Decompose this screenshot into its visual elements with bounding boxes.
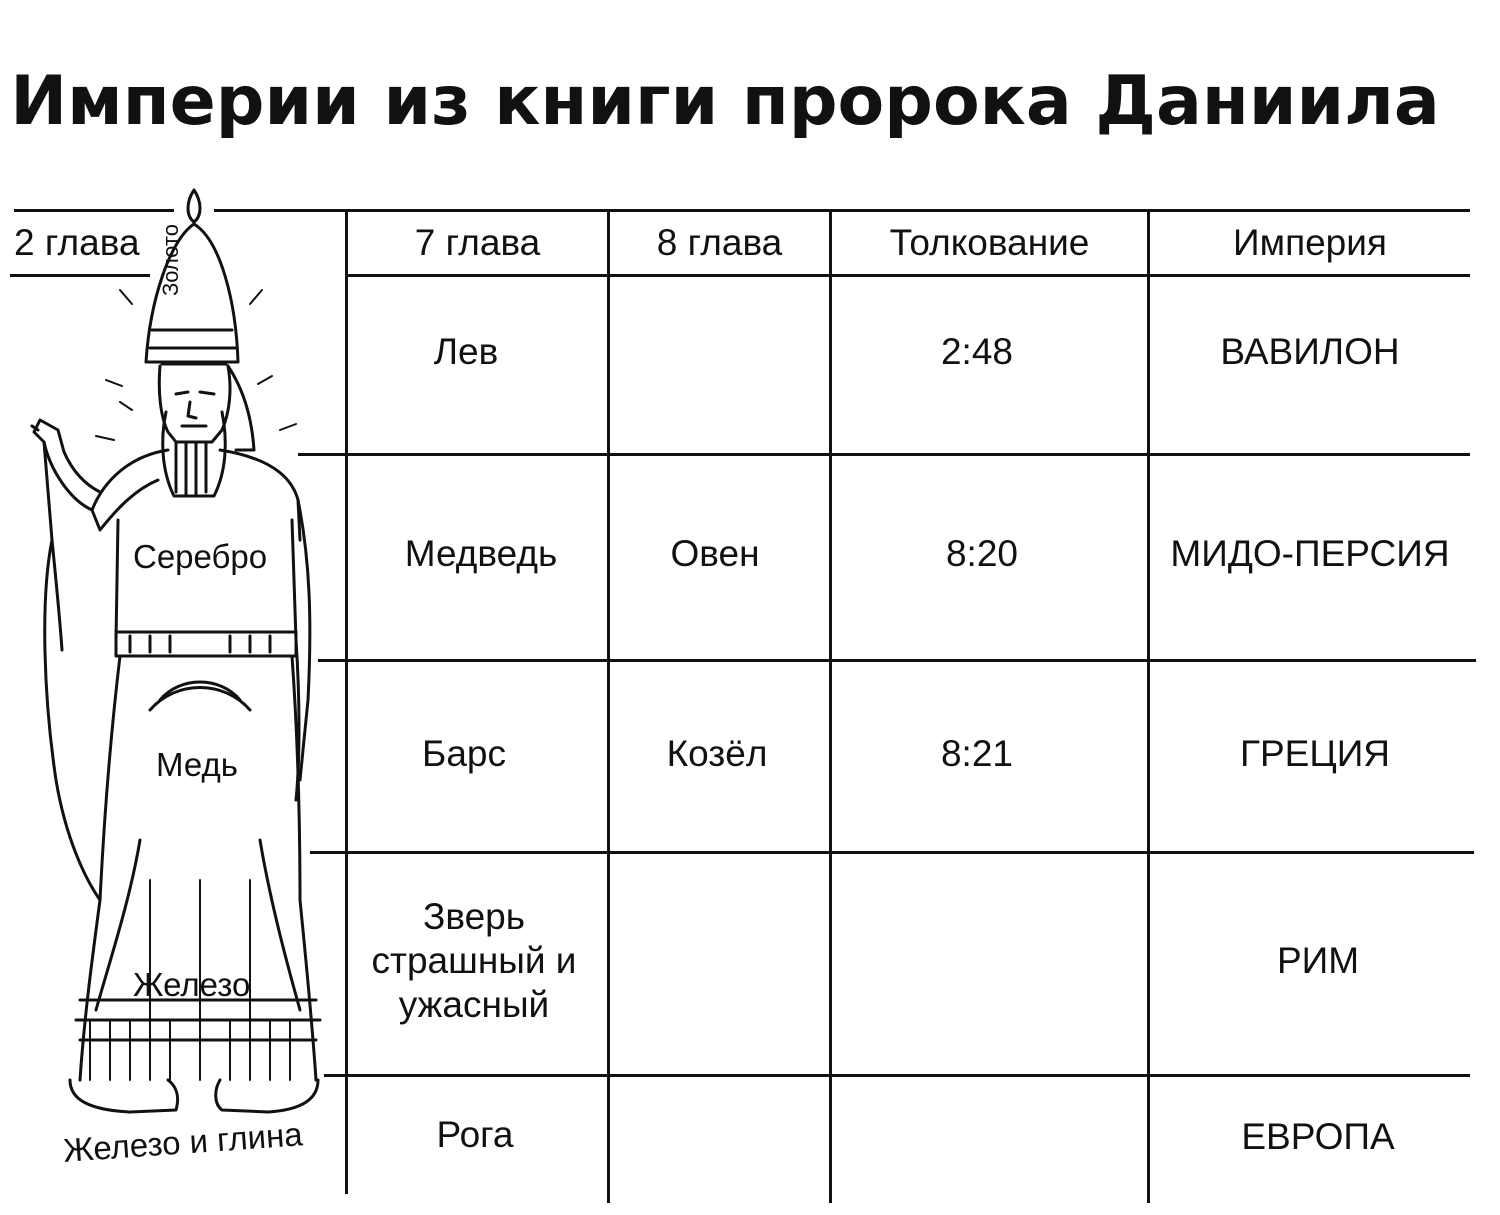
statue-label-iron-clay: Железо и глина [62, 1115, 304, 1169]
statue-label-gold: Золото [158, 224, 183, 296]
statue-figure-icon [0, 180, 340, 1180]
row1-ch8 [610, 277, 829, 427]
row2-empire: МИДО-ПЕРСИЯ [1170, 533, 1450, 574]
row3-ch8: Козёл [666, 733, 768, 774]
header-ch7: 7 глава [414, 222, 541, 263]
statue-label-bronze: Медь [156, 746, 238, 783]
header-ch2: 2 глава [14, 222, 140, 263]
row4-ch7: Зверь страшный и ужасный [371, 896, 577, 1025]
row1-empire: ВАВИЛОН [1220, 331, 1400, 372]
row5-interp [832, 1077, 1147, 1193]
row5-empire: ЕВРОПА [1241, 1116, 1395, 1157]
header-interpretation: Толкование [889, 222, 1090, 263]
row4-ch8 [610, 854, 829, 1068]
row3-interp: 8:21 [940, 733, 1013, 774]
row3-empire: ГРЕЦИЯ [1239, 733, 1391, 774]
header-empire: Империя [1233, 222, 1387, 263]
row1-interp: 2:48 [940, 331, 1013, 372]
row5-ch7: Рога [436, 1114, 514, 1155]
row1-ch7: Лев [433, 331, 499, 372]
row4-interp [832, 854, 1147, 1068]
statue-label-iron: Железо [133, 966, 251, 1003]
page-title: Империи из книги пророка Даниила [10, 62, 1440, 141]
row2-ch8: Овен [670, 533, 760, 574]
row4-empire: РИМ [1276, 940, 1360, 981]
row3-ch7: Барс [422, 733, 506, 774]
row2-ch7: Медведь [404, 533, 558, 574]
header-bottom-line-left [10, 274, 150, 277]
row2-interp: 8:20 [945, 533, 1018, 574]
statue-label-silver: Серебро [133, 538, 268, 575]
row5-ch8 [610, 1077, 829, 1193]
header-ch8: 8 глава [656, 222, 783, 263]
